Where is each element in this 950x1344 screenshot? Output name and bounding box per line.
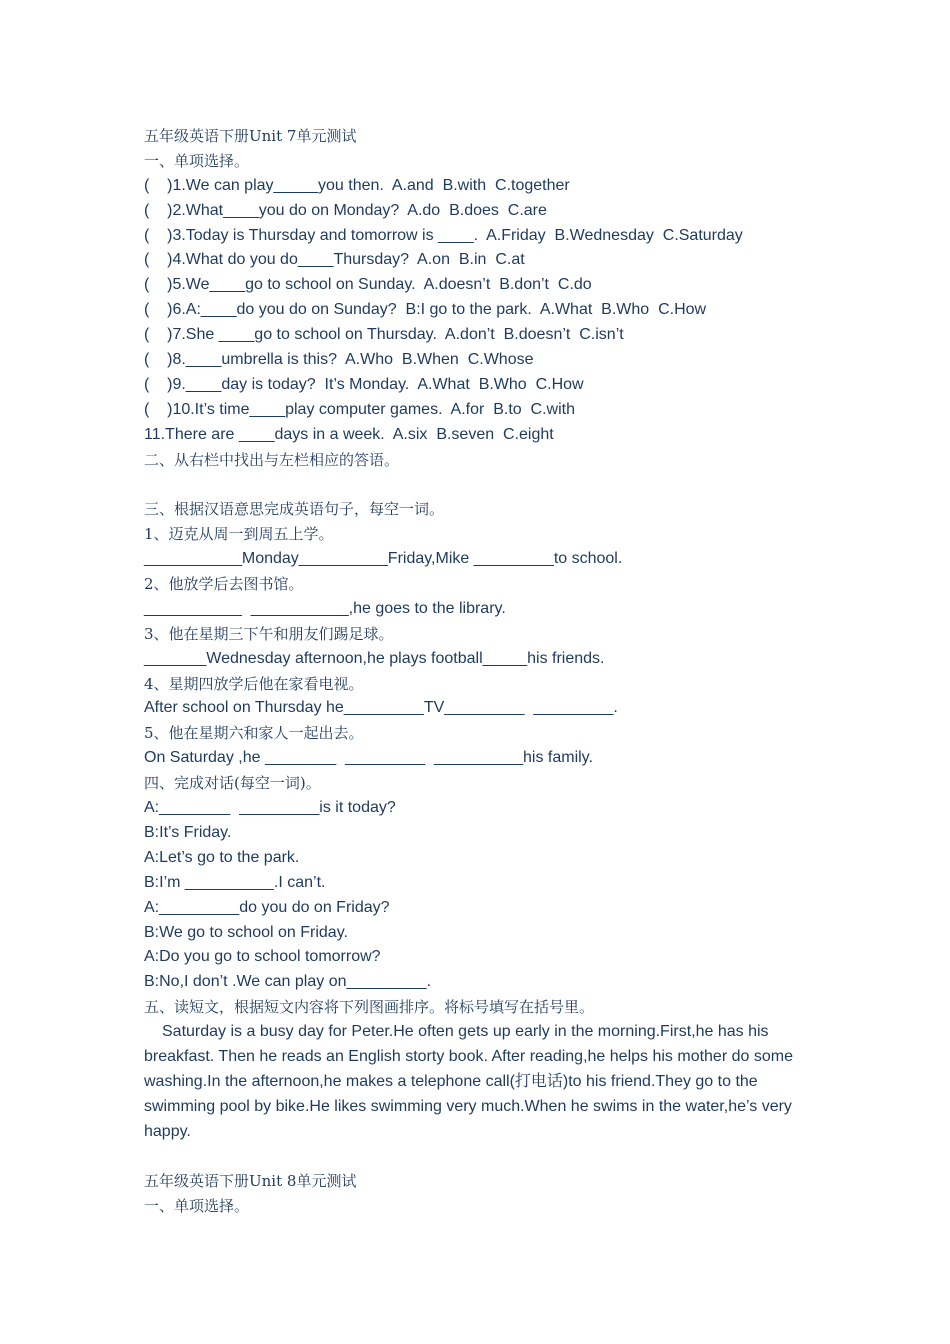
question-2: ( )2.What____you do on Monday? A.do B.does C.are <box>144 201 547 219</box>
question-7: ( )7.She ____go to school on Thursday. A.don’t B.doesn’t C.isn’t <box>144 326 624 344</box>
dialogue-line: B:No,I don’t .We can play on_________. <box>144 973 432 991</box>
section1-heading: 一、单项选择。 <box>144 151 250 170</box>
dialogue-line: A:Do you go to school tomorrow? <box>144 948 381 966</box>
translation-prompt: 5、他在星期六和家人一起出去。 <box>144 724 364 743</box>
translation-prompt: 2、他放学后去图书馆。 <box>144 575 304 594</box>
translation-answer: On Saturday ,he ________ _________ __________his family. <box>144 749 593 767</box>
question-6: ( )6.A:____do you do on Sunday? B:I go to the park. A.What B.Who C.How <box>144 301 707 319</box>
question-9: ( )9.____day is today? It’s Monday. A.What B.Who C.How <box>144 375 584 393</box>
question-8: ( )8.____umbrella is this? A.Who B.When C.Whose <box>144 351 534 369</box>
spacer <box>144 472 824 497</box>
translation-answer: ___________ ___________,he goes to the library. <box>144 599 506 617</box>
question-10: ( )10.It’s time____play computer games. A.for B.to C.with <box>144 400 575 418</box>
dialogue <box>144 796 824 995</box>
translation-prompt: 1、迈克从周一到周五上学。 <box>144 525 334 544</box>
dialogue-line: A:________ _________is it today? <box>144 799 396 817</box>
question-11: 11.There are ____days in a week. A.six B.seven C.eight <box>144 425 554 443</box>
question-5: ( )5.We____go to school on Sunday. A.doesn’t B.don’t C.do <box>144 276 592 294</box>
dialogue-line: B:It’s Friday. <box>144 823 232 841</box>
section3-heading: 三、根据汉语意思完成英语句子，每空一词。 <box>144 500 445 519</box>
dialogue-line: A:Let’s go to the park. <box>144 848 300 866</box>
translation-prompt: 3、他在星期三下午和朋友们踢足球。 <box>144 624 394 643</box>
dialogue-line: A:_________do you do on Friday? <box>144 898 390 916</box>
translation-answer: After school on Thursday he_________TV_________ _________. <box>144 699 618 717</box>
unit8-section1-heading: 一、单项选择。 <box>144 1197 250 1216</box>
section2-heading: 二、从右栏中找出与左栏相应的答语。 <box>144 450 400 469</box>
reading-passage: Saturday is a busy day for Peter.He often gets up early in the morning.First,he has his breakfast. Then he reads an English storty book. After reading,he helps his mother do some washing.In the afternoon,he makes a telephone call(打电话)to his friend.They go to the swimming pool by bike.He likes swimming very much.When he swims in the water,he’s very happy. <box>144 1023 793 1140</box>
section4-heading: 四、完成对话(每空一词)。 <box>144 774 321 793</box>
translation-list <box>144 522 824 771</box>
question-1: ( )1.We can play_____you then. A.and B.with C.together <box>144 176 570 194</box>
unit7-title: 五年级英语下册Unit 7单元测试 <box>144 127 357 145</box>
question-4: ( )4.What do you do____Thursday? A.on B.in C.at <box>144 251 525 269</box>
dialogue-line: B:I’m __________.I can’t. <box>144 873 326 891</box>
section5-heading: 五、读短文，根据短文内容将下列图画排序。将标号填写在括号里。 <box>144 998 595 1017</box>
translation-prompt: 4、星期四放学后他在家看电视。 <box>144 674 364 693</box>
translation-answer: _______Wednesday afternoon,he plays football_____his friends. <box>144 649 605 667</box>
dialogue-line: B:We go to school on Friday. <box>144 923 348 941</box>
question-3: ( )3.Today is Thursday and tomorrow is ____. A.Friday B.Wednesday C.Saturday <box>144 226 743 244</box>
worksheet <box>144 124 824 1219</box>
multiple-choice-list <box>144 174 824 448</box>
unit8-title: 五年级英语下册Unit 8单元测试 <box>144 1172 357 1191</box>
spacer <box>144 1145 824 1170</box>
translation-answer: ___________Monday__________Friday,Mike _________to school. <box>144 550 623 568</box>
